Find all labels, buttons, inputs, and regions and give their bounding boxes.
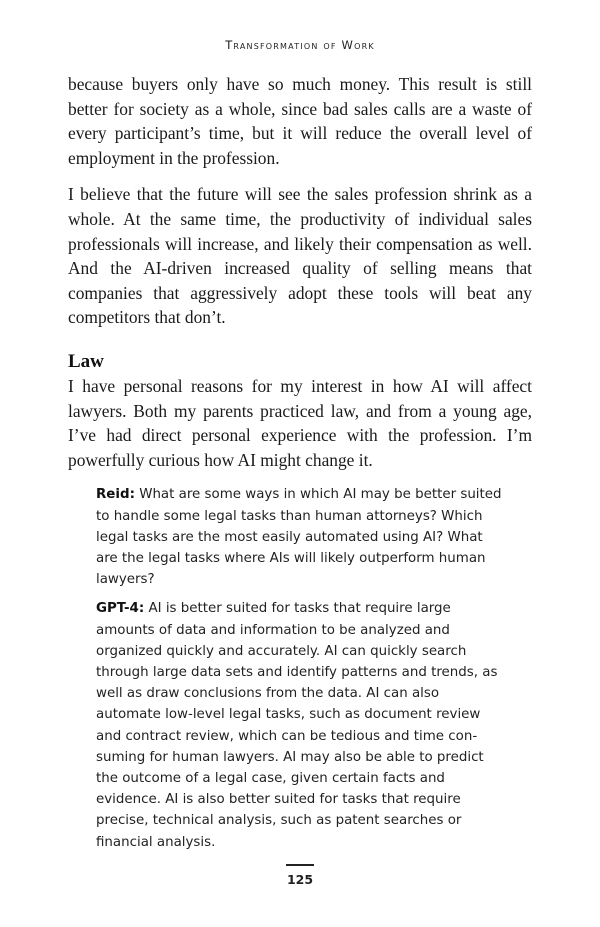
page-footer [0, 864, 600, 887]
footer-rule [286, 864, 314, 866]
body-paragraph: because buyers only have so much money. This result is still better for society as a whole, since bad sales calls are a waste of every participant’s time, but it will reduce the overall level of employment in the profession. [68, 74, 532, 168]
dialogue-block [96, 484, 506, 852]
dialogue-text: What are some ways in which AI may be better suited to handle some legal tasks than human attorneys? Which legal tasks are the most easily automated using AI? What are the legal tasks where AIs will likely outperform human lawyers? [96, 487, 502, 588]
running-header: Transformation of Work [225, 38, 375, 52]
section-heading: Law [68, 350, 104, 372]
dialogue-entry [96, 484, 506, 590]
dialogue-entry [96, 598, 506, 852]
text-column [68, 72, 532, 861]
page-number: 125 [286, 871, 314, 887]
body-paragraph: I believe that the future will see the sales profession shrink as a whole. At the same time, the productivity of individual sales professionals will increase, and likely their compensation as well. And the AI-driven increased quality of selling means that companies that aggressively adopt these tools will beat any competitors that don’t. [68, 184, 532, 328]
section-intro-paragraph: I have personal reasons for my interest in how AI will affect lawyers. Both my parents practiced law, and from a young age, I’ve had direct personal experience with the profession. I’m powerfully curious how AI might change it. [68, 375, 532, 470]
speaker-label: GPT-4: [96, 601, 145, 617]
dialogue-text: AI is better suited for tasks that require large amounts of data and information to be analyzed and organized quickly and accurately. AI can quickly search through large data sets and identify patterns and trends, as well as draw conclusions from the data. AI can also automate low-level legal tasks, such as document review and contract review, which can be tedious and time consuming for human lawyers. AI may also be able to predict the outcome of a legal case, given certain facts and evidence. AI is also better suited for tasks that require precise, technical analysis, such as patent searches or financial analysis. [96, 601, 498, 850]
speaker-label: Reid: [96, 487, 135, 503]
